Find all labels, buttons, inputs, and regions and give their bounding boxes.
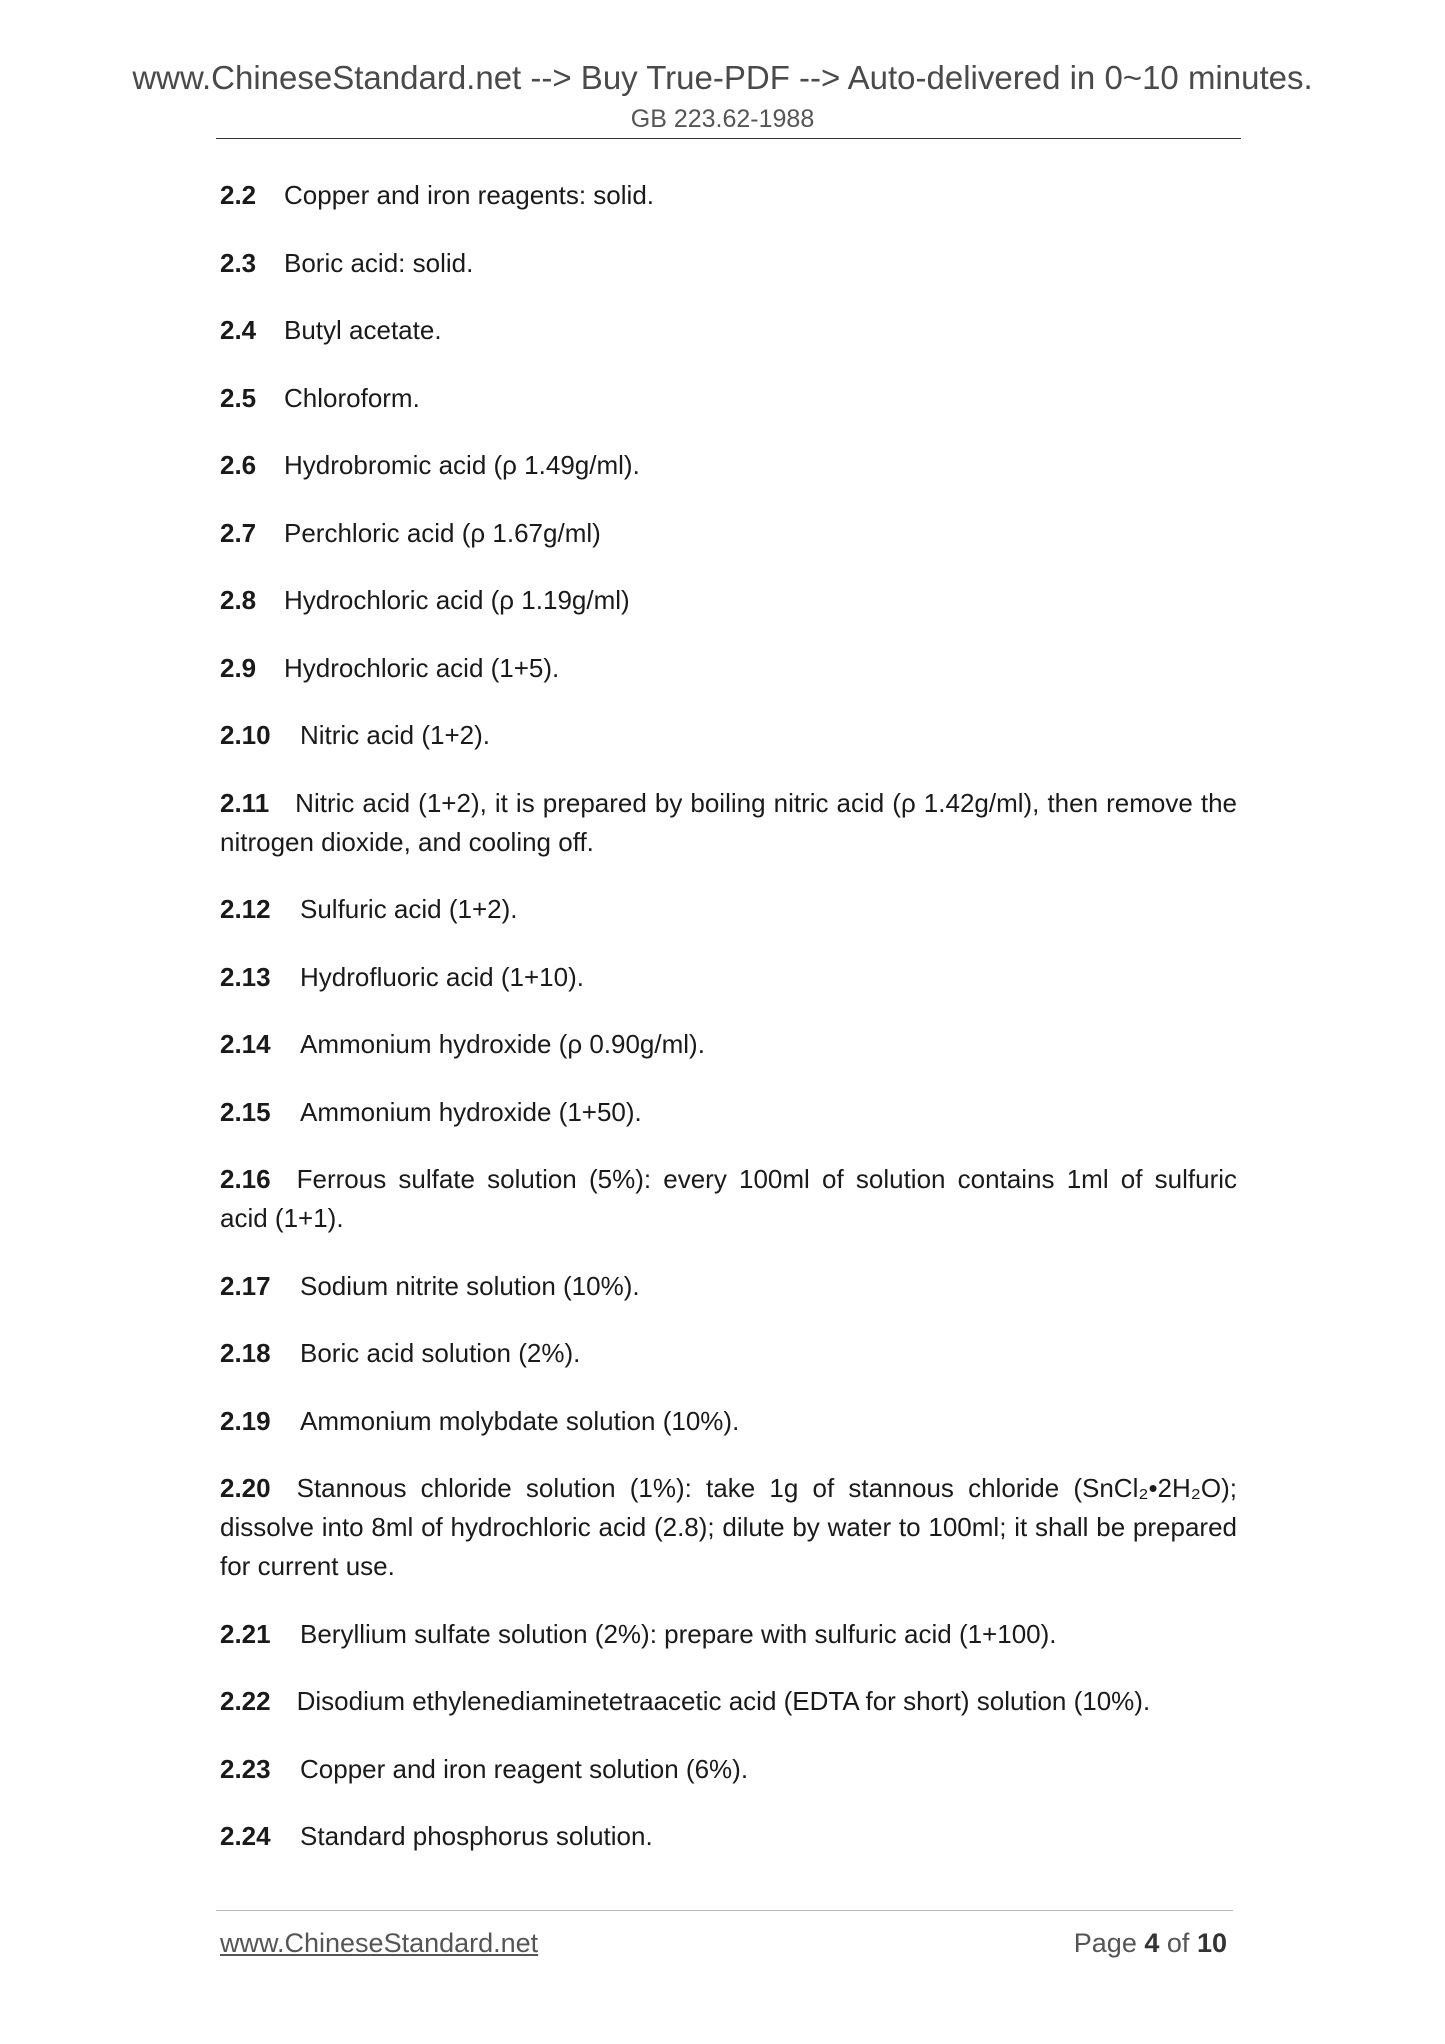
list-item: [220, 1682, 1237, 1721]
clause-text: Hydrobromic acid (ρ 1.49g/ml).: [284, 450, 640, 480]
list-item: [220, 379, 1237, 418]
page-current: 4: [1144, 1928, 1160, 1958]
clause-text: Sodium nitrite solution (10%).: [300, 1270, 640, 1301]
clause-number: 2.16: [220, 1164, 271, 1194]
list-item: [220, 1402, 1237, 1441]
page-of: of: [1166, 1928, 1190, 1958]
clause-text: Copper and iron reagent solution (6%).: [300, 1753, 749, 1784]
clause-number: 2.12: [220, 894, 271, 924]
footer-divider: [216, 1910, 1233, 1911]
list-item: [220, 311, 1237, 350]
clause-text: Ferrous sulfate solution (5%): every 100ml of solution contains 1ml of sulfuric acid (1+1).: [220, 1164, 1237, 1233]
clause-text: Ammonium hydroxide (ρ 0.90g/ml).: [300, 1029, 705, 1059]
clause-text: Hydrofluoric acid (1+10).: [300, 961, 584, 992]
list-item: [220, 784, 1237, 862]
clause-number: 2.24: [220, 1821, 271, 1851]
list-item: [220, 958, 1237, 997]
page-total: 10: [1196, 1928, 1227, 1958]
clause-number: 2.3: [220, 247, 257, 278]
clause-number: 2.19: [220, 1405, 271, 1436]
clause-number: 2.15: [220, 1096, 271, 1127]
list-item: [220, 649, 1237, 688]
clause-number: 2.14: [220, 1029, 271, 1059]
list-item: [220, 581, 1237, 620]
list-item: [220, 1025, 1237, 1064]
clause-text: Disodium ethylenediaminetetraacetic acid (EDTA for short) solution (10%).: [296, 1686, 1151, 1716]
clause-text: Sulfuric acid (1+2).: [300, 894, 518, 924]
clause-number: 2.8: [220, 585, 257, 615]
clause-number: 2.5: [220, 382, 257, 413]
list-item: [220, 1334, 1237, 1373]
list-item: [220, 176, 1237, 215]
clause-number: 2.23: [220, 1753, 271, 1784]
clause-text: Butyl acetate.: [284, 315, 442, 345]
list-item: [220, 890, 1237, 929]
clause-number: 2.7: [220, 517, 257, 548]
footer-website-link[interactable]: www.ChineseStandard.net: [220, 1928, 539, 1958]
clause-number: 2.20: [220, 1473, 271, 1503]
clause-text: Chloroform.: [284, 382, 420, 413]
clause-text: Standard phosphorus solution.: [300, 1821, 653, 1851]
list-item: [220, 1817, 1237, 1856]
clause-number: 2.13: [220, 961, 271, 992]
clause-text: Ammonium molybdate solution (10%).: [300, 1405, 740, 1436]
clause-text: Hydrochloric acid (ρ 1.19g/ml): [284, 585, 630, 615]
clause-text: Copper and iron reagents: solid.: [284, 180, 655, 210]
list-item: [220, 244, 1237, 283]
header-banner: www.ChineseStandard.net --> Buy True-PDF --> Auto-delivered in 0~10 minutes.: [132, 59, 1313, 96]
clause-text: Boric acid solution (2%).: [300, 1338, 581, 1368]
list-item: [220, 1750, 1237, 1789]
clause-number: 2.18: [220, 1338, 271, 1368]
reagent-list: [220, 176, 1237, 1885]
clause-number: 2.21: [220, 1618, 271, 1649]
clause-number: 2.11: [220, 787, 270, 818]
clause-number: 2.2: [220, 180, 257, 210]
list-item: [220, 446, 1237, 485]
list-item: [220, 1615, 1237, 1654]
list-item: [220, 1160, 1237, 1238]
header-divider: [216, 138, 1241, 139]
list-item: [220, 1093, 1237, 1132]
list-item: [220, 1469, 1237, 1586]
clause-text: Nitric acid (1+2), it is prepared by boiling nitric acid (ρ 1.42g/ml), then remove the nitrogen dioxide, and cooling off.: [220, 787, 1237, 857]
clause-text: Perchloric acid (ρ 1.67g/ml): [284, 517, 601, 548]
list-item: [220, 716, 1237, 755]
page-indicator: [1074, 1928, 1227, 1959]
clause-text: Stannous chloride solution (1%): take 1g of stannous chloride (SnCl₂•2H₂O); dissolve into 8ml of hydrochloric acid (2.8); dilute by water to 100ml; it shall be prepared for current use.: [220, 1473, 1237, 1581]
clause-number: 2.17: [220, 1270, 271, 1301]
clause-number: 2.4: [220, 315, 257, 345]
clause-text: Beryllium sulfate solution (2%): prepare with sulfuric acid (1+100).: [300, 1618, 1057, 1649]
clause-text: Boric acid: solid.: [284, 247, 474, 278]
clause-number: 2.9: [220, 652, 257, 683]
clause-number: 2.10: [220, 720, 271, 750]
page-prefix: Page: [1073, 1928, 1137, 1958]
list-item: [220, 1267, 1237, 1306]
clause-number: 2.6: [220, 450, 257, 480]
list-item: [220, 514, 1237, 553]
clause-text: Hydrochloric acid (1+5).: [284, 652, 560, 683]
standard-number: GB 223.62-1988: [630, 105, 815, 133]
clause-number: 2.22: [220, 1686, 271, 1716]
clause-text: Ammonium hydroxide (1+50).: [300, 1096, 642, 1127]
clause-text: Nitric acid (1+2).: [300, 720, 490, 750]
